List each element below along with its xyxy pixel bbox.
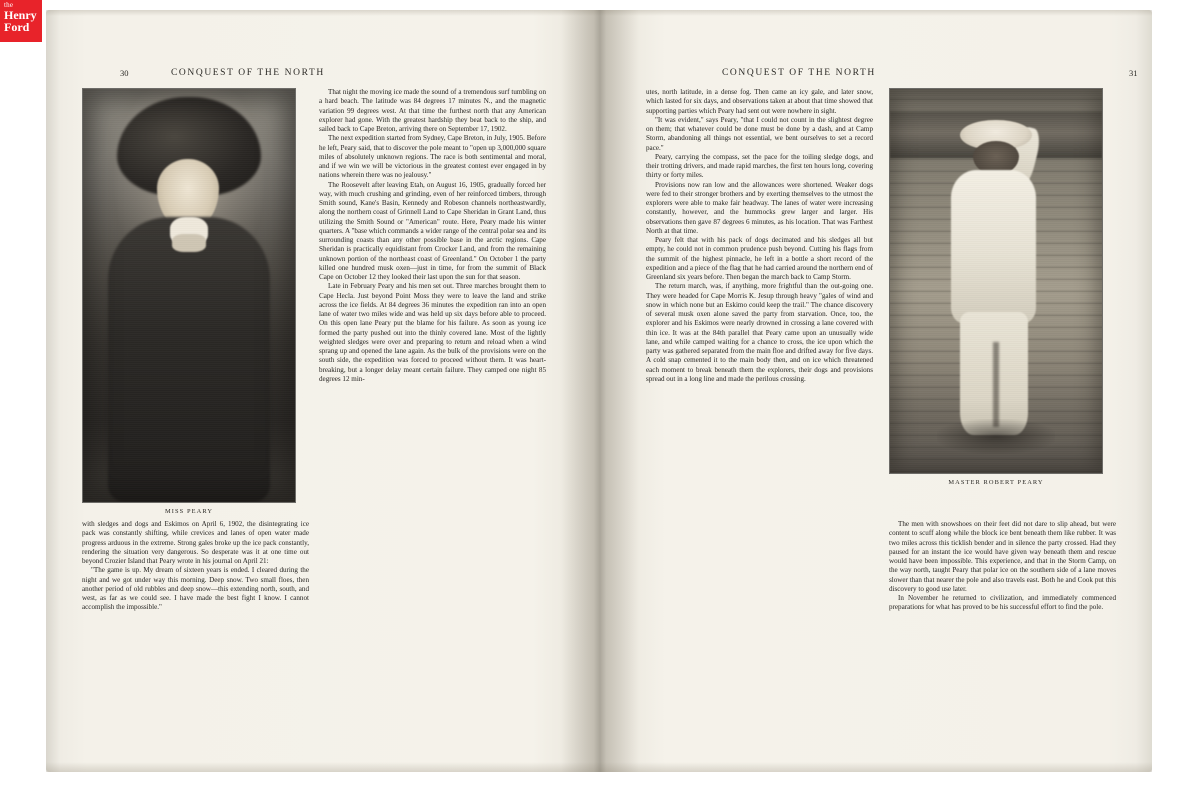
paragraph: Peary, carrying the compass, set the pace for the toiling sledge dogs, and their trotting drivers, and made rapid marches, the first ten hours long, covering thirty or forty miles.: [646, 152, 873, 180]
paragraph: The men with snowshoes on their feet did not dare to slip ahead, but were content to scuff along while the block ice bent beneath them like rubber. It was two miles across this ticklish bender and in silence the party crossed. Had they paused for an instant the ice would have given way beneath them and rescue would have been impossible. This experience, and that in the Storm Camp, on the way north, taught Peary that polar ice on the southern side of a lane moves slower than that nearer the pole and also travels east. Both he and Cook put this discovery to good use later.: [889, 520, 1116, 593]
henry-ford-watermark-logo: [0, 0, 42, 42]
paragraph: "It was evident," says Peary, "that I could not count in the slightest degree on them; that whatever could be done must be done by a dash, and at Camp Storm, abandoning all things not essential, we bent ourselves to set a record pace.": [646, 115, 873, 152]
paragraph: In November he returned to civilization, and immediately commenced preparations for what has proved to be his successful effort to find the pole.: [889, 594, 1116, 612]
bottom-column-1: [82, 520, 309, 613]
vignette: [890, 89, 1102, 473]
paragraph: Late in February Peary and his men set out. Three marches brought them to Cape Hecla. Just beyond Point Moss they were to leave the land and strike across the ice fields. At 84 degrees 36 minutes the expedition ran into an open lane of water two miles wide and was held up six days before able to proceed. On this open lane Peary put the blame for his failure. As soon as young ice formed the party pushed out into the thinly covered lane. Most of the lightly weighted sledges were over and preparing to return and reload when a wind sprang up and opened the lane again. As the bulk of the provisions were on the south side, the expedition was forced to proceed without them. It was heart-breaking, but a longer delay meant certain failure. They camped one night 85 degrees 12 min-: [319, 282, 546, 383]
photo-miss-peary: [82, 88, 296, 503]
photo-master-robert-peary-image: [890, 89, 1102, 473]
running-head-right: CONQUEST OF THE NORTH: [722, 68, 876, 78]
page-edge-top-right: [599, 10, 1152, 16]
watermark-line-2: Henry: [4, 8, 37, 23]
paragraph: The return march, was, if anything, more frightful than the out-going one. They were headed for Cape Morris K. Jesup through heavy "gales of wind and snow in which none but an Eskimo could keep the trail." The chance discovery of several musk oxen alone saved the party from starvation. Once, too, the explorer and his Eskimos were nearly drowned in crossing a lane covered with thin ice. It was at the 84th parallel that Peary came upon an unusually wide lane, and while camped waiting for a chance to cross, the ice upon which the party was gathered separated from the main floe and drifted away for five days. A cold snap cemented it to the main body then, and on ice which threatened each moment to break beneath them the explorers, their dogs and provisions spread out in a long line and made the perilous crossing.: [646, 282, 873, 383]
folio-left: 30: [120, 68, 129, 78]
paragraph: Provisions now ran low and the allowances were shortened. Weaker dogs were fed to their stronger brothers and by exerting themselves to the utmost the explorers were able to make fair headway. The lanes of water were increasing constantly, however, and the hummocks grew larger and larger. His observations then gave 87 degrees 6 minutes, as his location. That was Farthest North at that time.: [646, 180, 873, 235]
caption-miss-peary: MISS PEARY: [164, 508, 214, 515]
left-page-bottom-columns: [82, 520, 552, 613]
photo-master-robert-peary: [889, 88, 1103, 474]
watermark-line-1: the: [4, 1, 14, 9]
page-edge-bottom-left: [46, 762, 599, 772]
page-edge-top-left: [46, 10, 599, 16]
paragraph: with sledges and dogs and Eskimos on April 6, 1902, the disintegrating ice pack was constantly shifting, while crevices and lanes of open water made progress arduous in the extreme. Strong gales broke up the ice pack constantly, rendering the situation very dangerous. So desperate was it at one time out beyond Crozier Island that Peary wrote in his journal on April 21:: [82, 520, 309, 565]
paragraph: "The game is up. My dream of sixteen years is ended. I cleared during the night and we got under way this morning. Deep snow. Two small floes, then another period of old rubbles and deep snow—this extending north, south, and west, as far as we could see. I have made the best fight I know. I cannot accomplish the impossible.": [82, 566, 309, 612]
figure-master-robert-peary: [889, 88, 1103, 486]
vignette: [83, 89, 295, 502]
photo-miss-peary-image: [83, 89, 295, 502]
open-book: [46, 10, 1152, 772]
right-page-bottom-column: [889, 520, 1116, 613]
running-head-left: CONQUEST OF THE NORTH: [171, 68, 325, 78]
paragraph: utes, north latitude, in a dense fog. Then came an icy gale, and later snow, which lasted for six days, and observations taken at about that time showed that supporting parties which Peary had sent out were nowhere in sight.: [646, 88, 873, 115]
paragraph: That night the moving ice made the sound of a tremendous surf tumbling on a hard beach. The latitude was 84 degrees 17 minutes N., and the magnetic variation 99 degrees west. At that time the furthest north that any American explorer had gone. With the greatest hardship they beat back to the ship, and sailed back to Cape Breton, arriving there on September 17, 1902.: [319, 88, 546, 133]
paragraph: The Roosevelt after leaving Etah, on August 16, 1905, gradually forced her way, with much crushing and grinding, even of her reinforced timbers, through Smith sound, Kane's Basin, Kennedy and Robeson channels northeastwardly, along the northern coast of Grinnell Land to Cape Sheridan in Grant Land, thus utilizing the Smith Sound or "American" route. Here, Peary made his winter quarters. A "base which commands a wider range of the central polar sea and its surrounding coasts than any other possible base in the arctic regions. Cape Sheridan is practically equidistant from Crocker Land, and from the remaining unknown portion of the northeast coast of Greenland." On October 1 the party killed one hundred musk oxen—just in time, for from the summit of Black Cape on October 12 they looked their last upon the sun for that season.: [319, 180, 546, 281]
paragraph: The next expedition started from Sydney, Cape Breton, in July, 1905. Before he left, Peary said, that to discover the pole meant to "open up 3,000,000 square miles of absolutely unknown regions. The race is both sentimental and moral, and if we win we will be victorious in the greatest contest ever engaged in by nations wherein there was no jealousy.": [319, 134, 546, 180]
bottom-column-2: [325, 520, 552, 613]
right-page-column-1: [646, 88, 873, 384]
figure-miss-peary: [82, 88, 296, 515]
paragraph: Peary felt that with his pack of dogs decimated and his sledges all but empty, he could not in common prudence push beyond. Cutting his flags from the summit of the highest pinnacle, he left in a bottle a short record of the expedition and a piece of the flag that he had carried around the northern end of Greenland six years before. Then began the march back to Camp Storm.: [646, 236, 873, 281]
watermark-line-3: Ford: [4, 20, 30, 35]
left-page-column-2: [319, 88, 546, 384]
folio-right: 31: [1129, 68, 1138, 78]
page-edge-bottom-right: [599, 762, 1152, 772]
caption-master-robert-peary: MASTER ROBERT PEARY: [948, 479, 1044, 486]
